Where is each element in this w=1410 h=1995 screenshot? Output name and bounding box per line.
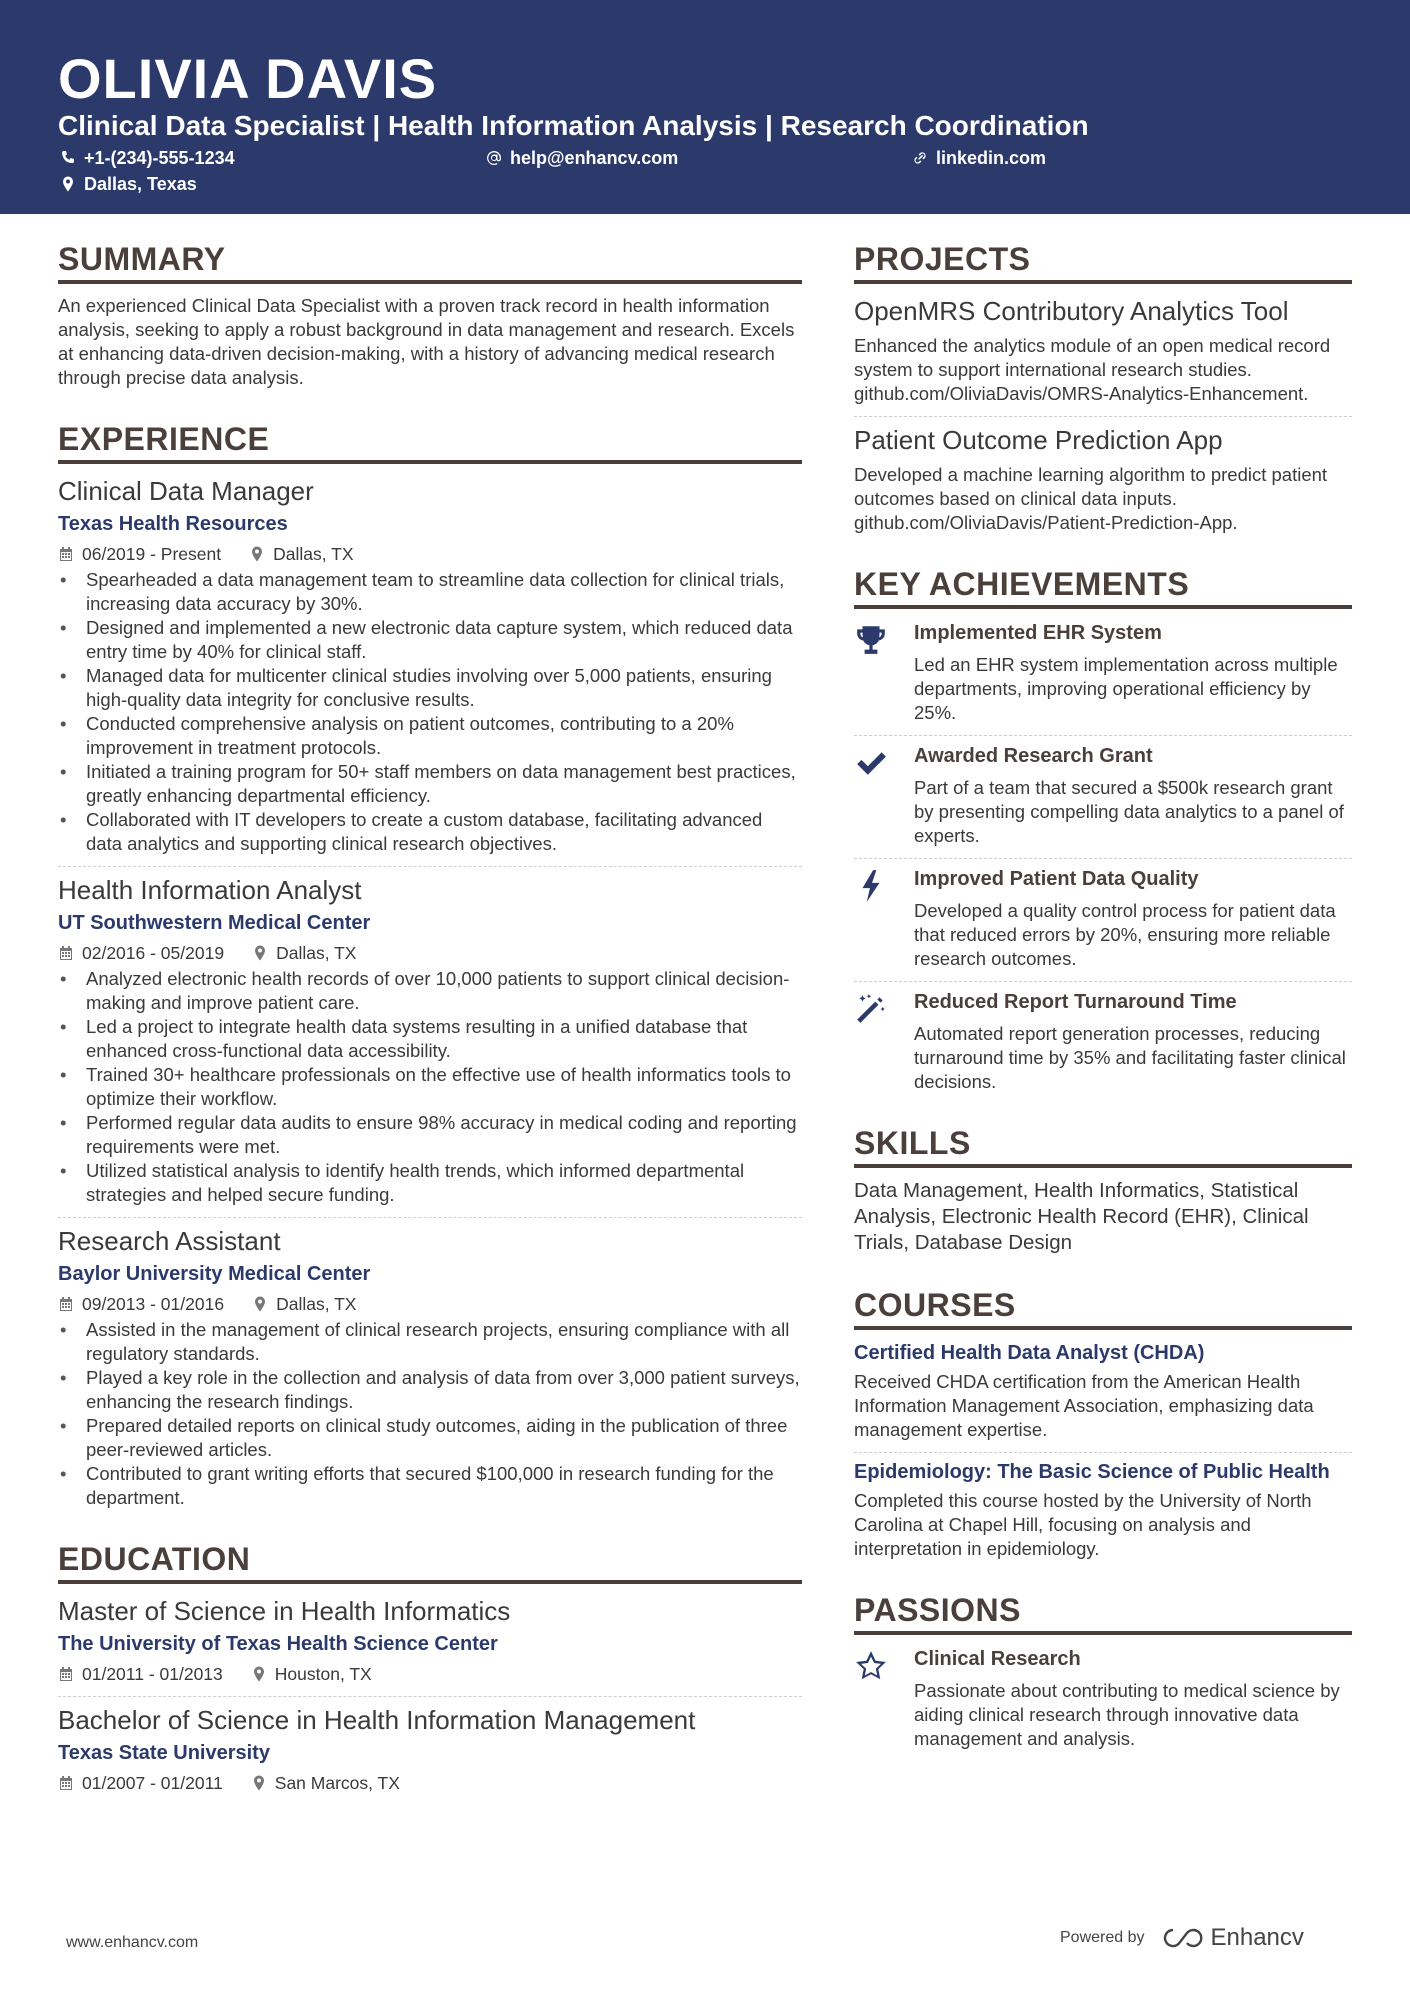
phone-icon [60,150,76,166]
school: Texas State University [58,1742,270,1764]
achievement-name: Reduced Report Turnaround Time [914,991,1237,1013]
passions-title: PASSIONS [854,1591,1352,1635]
experience-section [58,420,802,1510]
footer-branding [1060,1924,1304,1952]
project-text: Enhanced the analytics module of an open medical record system to support international research studies. github.com/OliviaDavis/OMRS-Analytics-Enhancement. [854,335,1331,404]
divider [854,858,1352,859]
project-item [854,294,1352,406]
experience-item [58,873,802,1207]
job-company: Baylor University Medical Center [58,1263,371,1285]
candidate-name: OLIVIA DAVIS [58,47,438,110]
course-name: Epidemiology: The Basic Science of Public Health [854,1461,1330,1483]
project-text: Developed a machine learning algorithm to predict patient outcomes based on clinical data inputs. github.com/OliviaDavis/Patient-Prediction-App. [854,464,1328,533]
bullet-item: • Assisted in the management of clinical research projects, ensuring compliance with all regulatory standards. [58,1318,802,1366]
achievements-title: KEY ACHIEVEMENTS [854,565,1352,609]
achievement-item [854,742,1352,848]
email-text: help@enhancv.com [510,148,679,168]
course-item [854,1340,1352,1442]
candidate-subtitle: Clinical Data Specialist | Health Information Analysis | Research Coordination [58,110,1089,141]
passions-section [854,1591,1352,1751]
summary-text: An experienced Clinical Data Specialist with a proven track record in health information analysis, seeking to apply a robust background in data management and research. Excels at enhancing data-driven decision-making, with a history of advancing medical research through precise data analysis. [58,295,795,388]
lightning-icon [854,869,888,903]
education-section [58,1540,802,1795]
right-column [854,240,1352,1781]
courses-title: COURSES [854,1286,1352,1330]
education-meta [58,1662,802,1686]
passion-item [854,1645,1352,1751]
divider [854,735,1352,736]
course-name: Certified Health Data Analyst (CHDA) [854,1342,1205,1364]
achievement-item [854,865,1352,971]
education-dates: 01/2007 - 01/2011 [82,1773,223,1793]
bullet-item: • Collaborated with IT developers to create a custom database, facilitating advanced data analytics and supporting clinical research objectives. [58,808,802,856]
check-icon [854,746,888,780]
education-dates: 01/2011 - 01/2013 [82,1664,223,1684]
school: The University of Texas Health Science Center [58,1633,498,1655]
courses-section [854,1286,1352,1561]
enhancv-logo-icon [1161,1926,1205,1950]
trophy-icon [854,623,888,657]
bullet-item: • Spearheaded a data management team to streamline data collection for clinical trials, increasing data accuracy by 30%. [58,568,802,616]
achievement-name: Implemented EHR System [914,622,1162,644]
bullet-item: • Analyzed electronic health records of over 10,000 patients to support clinical decision-making and improve patient care. [58,967,802,1015]
job-bullets [58,568,802,856]
divider [854,981,1352,982]
star-icon [854,1649,888,1683]
location-pin-icon [60,176,76,192]
location-pin-icon [252,945,268,961]
job-meta [58,1292,802,1316]
experience-item [58,1224,802,1510]
job-bullets [58,1318,802,1510]
achievement-text: Developed a quality control process for patient data that reduced errors by 20%, ensuring more reliable research outcomes. [914,900,1336,969]
bullet-item: • Initiated a training program for 50+ staff members on data management best practices, greatly enhancing departmental efficiency. [58,760,802,808]
brand-logo [1161,1924,1304,1952]
location-text: Dallas, Texas [84,174,197,194]
achievement-text: Automated report generation processes, reducing turnaround time by 35% and facilitating faster clinical decisions. [914,1023,1346,1092]
achievement-name: Awarded Research Grant [914,745,1153,767]
location-pin-icon [252,1296,268,1312]
education-location: San Marcos, TX [274,1773,400,1793]
education-title: EDUCATION [58,1540,802,1584]
phone-text: +1-(234)-555-1234 [84,148,235,168]
bullet-item: • Designed and implemented a new electronic data capture system, which reduced data entry time by 40% for clinical staff. [58,616,802,664]
job-dates: 09/2013 - 01/2016 [82,1294,225,1314]
divider [854,1452,1352,1453]
link-icon [912,150,928,166]
job-role: Clinical Data Manager [58,476,314,506]
calendar-icon [58,1775,74,1791]
calendar-icon [58,1296,74,1312]
education-item [58,1703,802,1795]
at-icon [486,150,502,166]
passion-text: Passionate about contributing to medical science by aiding clinical research through innovative data management and analysis. [914,1680,1340,1749]
education-meta [58,1771,802,1795]
location-pin-icon [251,1666,267,1682]
calendar-icon [58,546,74,562]
course-item [854,1459,1352,1561]
job-location: Dallas, TX [273,544,354,564]
experience-item [58,474,802,856]
location-pin-icon [249,546,265,562]
education-location: Houston, TX [274,1664,372,1684]
project-name: Patient Outcome Prediction App [854,425,1223,455]
header [0,0,1410,214]
job-dates: 06/2019 - Present [82,544,222,564]
calendar-icon [58,1666,74,1682]
job-company: Texas Health Resources [58,513,288,535]
achievement-item [854,619,1352,725]
bullet-item: • Performed regular data audits to ensure 98% accuracy in medical coding and reporting requirements were met. [58,1111,802,1159]
project-name: OpenMRS Contributory Analytics Tool [854,296,1289,326]
location-pin-icon [251,1775,267,1791]
job-meta [58,941,802,965]
job-role: Health Information Analyst [58,875,362,905]
calendar-icon [58,945,74,961]
course-text: Completed this course hosted by the University of North Carolina at Chapel Hill, focusing on analysis and interpretation in epidemiology. [854,1490,1312,1559]
achievements-section [854,565,1352,1094]
contact-email[interactable] [486,146,678,170]
contact-location [60,172,197,196]
skills-section [854,1124,1352,1256]
bullet-item: • Played a key role in the collection and analysis of data from over 3,000 patient surveys, enhancing the research findings. [58,1366,802,1414]
left-column [58,240,802,1825]
job-role: Research Assistant [58,1226,281,1256]
experience-title: EXPERIENCE [58,420,802,464]
job-bullets [58,967,802,1207]
achievement-name: Improved Patient Data Quality [914,868,1199,890]
passion-name: Clinical Research [914,1648,1081,1670]
education-item [58,1594,802,1686]
footer-website[interactable]: www.enhancv.com [66,1934,199,1951]
achievement-text: Part of a team that secured a $500k research grant by presenting compelling data analytics to a panel of experts. [914,777,1344,846]
degree: Bachelor of Science in Health Information Management [58,1705,696,1735]
contact-linkedin[interactable] [912,146,1046,170]
bullet-item: • Managed data for multicenter clinical studies involving over 5,000 patients, ensuring high-quality data integrity for conclusive results. [58,664,802,712]
summary-title: SUMMARY [58,240,802,284]
skills-title: SKILLS [854,1124,1352,1168]
bullet-item: • Prepared detailed reports on clinical study outcomes, aiding in the publication of three peer-reviewed articles. [58,1414,802,1462]
powered-by-label: Powered by [1060,1929,1145,1946]
divider [58,866,802,867]
project-item [854,423,1352,535]
bullet-item: • Utilized statistical analysis to identify health trends, which informed departmental strategies and helped secure funding. [58,1159,802,1207]
bullet-item: • Conducted comprehensive analysis on patient outcomes, contributing to a 20% improvement in treatment protocols. [58,712,802,760]
bullet-item: • Trained 30+ healthcare professionals on the effective use of health informatics tools to optimize their workflow. [58,1063,802,1111]
achievement-text: Led an EHR system implementation across multiple departments, improving operational efficiency by 25%. [914,654,1338,723]
course-text: Received CHDA certification from the American Health Information Management Association, emphasizing data management expertise. [854,1371,1314,1440]
divider [854,416,1352,417]
magic-wand-icon [854,992,888,1026]
projects-section [854,240,1352,535]
achievement-item [854,988,1352,1094]
job-location: Dallas, TX [276,1294,357,1314]
bullet-item: • Led a project to integrate health data systems resulting in a unified database that enhanced cross-functional data accessibility. [58,1015,802,1063]
divider [58,1217,802,1218]
projects-title: PROJECTS [854,240,1352,284]
divider [58,1696,802,1697]
skills-text: Data Management, Health Informatics, Statistical Analysis, Electronic Health Record (EHR), Clinical Trials, Database Design [854,1179,1309,1254]
linkedin-text: linkedin.com [936,148,1047,168]
degree: Master of Science in Health Informatics [58,1596,511,1626]
summary-section [58,240,802,390]
job-dates: 02/2016 - 05/2019 [82,943,225,963]
contact-phone [60,146,235,170]
job-location: Dallas, TX [276,943,357,963]
job-company: UT Southwestern Medical Center [58,912,371,934]
brand-name: Enhancv [1210,1924,1304,1951]
job-meta [58,542,802,566]
bullet-item: • Contributed to grant writing efforts that secured $100,000 in research funding for the department. [58,1462,802,1510]
